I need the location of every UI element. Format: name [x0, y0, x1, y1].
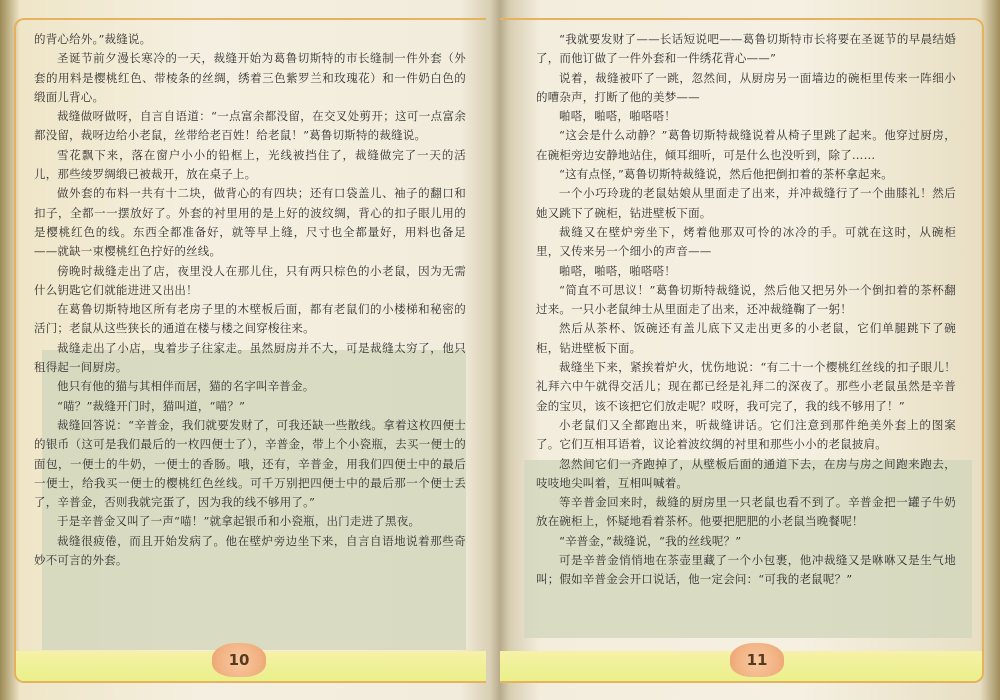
paragraph: 圣诞节前夕漫长寒冷的一天，裁缝开始为葛鲁切斯特的市长缝制一件外套（外套的用料是樱桃红色、带棱条的丝绸，绣着三色紫罗兰和玫瑰花）和一件奶白色的缎面儿背心。	[34, 51, 466, 104]
paragraph: 裁缝又在壁炉旁坐下，烤着他那双可怜的冰冷的手。可就在这时，从碗柜里，又传来另一个细小的声音——	[536, 224, 956, 259]
right-page-text	[536, 30, 956, 590]
left-page-text	[34, 30, 466, 570]
paragraph: 啪嗒，啪嗒，啪嗒嗒！	[559, 263, 676, 278]
right-page	[500, 18, 984, 683]
paragraph: “这有点怪，”葛鲁切斯特裁缝说，然后他把倒扣着的茶杯拿起来。	[559, 167, 894, 182]
paragraph: 于是辛普金又叫了一声“喵！”就拿起银币和小瓷瓶，出门走进了黑夜。	[57, 514, 421, 529]
paragraph: “喵？”裁缝开门时，猫叫道，“喵？”	[57, 398, 246, 413]
paragraph: 裁缝很疲倦，而且开始发病了。他在壁炉旁边坐下来，自言自语地说着那些奇妙不可言的外套。	[34, 533, 466, 568]
paragraph: 裁缝回答说：“辛普金，我们就要发财了，可我还缺一些散线。拿着这枚四便士的银币（这可是我们最后的一枚四便士了），辛普金，带上个小瓷瓶，去买一便士的面包，一便士的牛奶，一便士的香肠。哦，还有，辛普金，用我们四便士中的最后一便士，给我买一便士的樱桃红色丝线。可千万别把四便士中的最后那一个便士丢了，辛普金，否则我就完蛋了，因为我的线不够用了。”	[34, 417, 466, 510]
paragraph: 裁缝做呀做呀，自言自语道：“一点富余都没留，在交叉处剪开；这可一点富余都没留，裁呀边给小老鼠，丝带给老百姓！给老鼠！”葛鲁切斯特的裁缝说。	[34, 109, 466, 143]
paragraph: 雪花飘下来，落在窗户小小的铅框上，光线被挡住了，裁缝做完了一天的活儿，那些绫罗绸缎已被裁开，放在桌子上。	[34, 147, 466, 182]
paragraph: “我就要发财了——长话短说吧——葛鲁切斯特市长将要在圣诞节的早晨结婚了，而他订做了一件外套和一件绣花背心——”	[536, 32, 956, 66]
paragraph: 忽然间它们一齐跑掉了，从壁板后面的通道下去，在房与房之间跑来跑去，吱吱地尖叫着，互相叫喊着。	[536, 456, 956, 490]
paragraph: 等辛普金回来时，裁缝的厨房里一只老鼠也看不到了。辛普金把一罐子牛奶放在碗柜上，怀疑地看着茶杯。他要把肥肥的小老鼠当晚餐呢！	[536, 495, 956, 529]
paragraph: 然后从茶杯、饭碗还有盖儿底下又走出更多的小老鼠，它们单腿跳下了碗柜，钻进壁板下面。	[536, 321, 956, 355]
paragraph: “简直不可思议！”葛鲁切斯特裁缝说，然后他又把另外一个倒扣着的茶杯翻过来。一只小老鼠绅士从里面走了出来，还冲裁缝鞠了一躬！	[536, 282, 956, 317]
paragraph: 一个小巧玲珑的老鼠姑娘从里面走了出来，并冲裁缝行了一个曲膝礼！然后她又跳下了碗柜，钻进壁板下面。	[536, 186, 956, 220]
paragraph: 做外套的布料一共有十二块，做背心的有四块；还有口袋盖儿、袖子的翻口和扣子，全都一一摆放好了。外套的衬里用的是上好的波纹绸，背心的扣子眼儿用的是樱桃红色的线。东西全都准备好，就等早上缝，尺寸也全都量好，用料也备足——就缺一束樱桃红色拧好的丝线。	[34, 186, 466, 259]
paragraph: “辛普金，”裁缝说，“我的丝线呢？”	[559, 533, 742, 548]
paragraph: 裁缝坐下来，紧挨着炉火，忧伤地说：“有二十一个樱桃红丝线的扣子眼儿！礼拜六中午就得交活儿；现在都已经是礼拜二的深夜了。那些小老鼠虽然是辛普金的宝贝，该不该把它们放走呢？哎呀，我可完了，我的线不够用了！”	[536, 360, 956, 413]
left-page	[14, 18, 486, 683]
paragraph: 在葛鲁切斯特地区所有老房子里的木壁板后面，都有老鼠们的小楼梯和秘密的活门；老鼠从这些狭长的通道在楼与楼之间穿梭往来。	[34, 302, 466, 336]
paragraph: 说着，裁缝被吓了一跳，忽然间，从厨房另一面墙边的碗柜里传来一阵细小的嘈杂声，打断了他的美梦——	[536, 70, 956, 104]
paragraph: 他只有他的猫与其相伴而居，猫的名字叫辛普金。	[57, 379, 315, 394]
page-number-badge: 10	[212, 643, 266, 677]
paragraph: “这会是什么动静？”葛鲁切斯特裁缝说着从椅子里跳了起来。他穿过厨房，在碗柜旁边安静地站住，倾耳细听，可是什么也没听到，除了……	[536, 128, 956, 162]
paragraph: 可是辛普金悄悄地在茶壶里藏了一个小包裹，他冲裁缝又是咻咻又是生气地叫；假如辛普金会开口说话，他一定会问：“可我的老鼠呢？”	[536, 553, 956, 587]
paragraph: 傍晚时裁缝走出了店，夜里没人在那儿住，只有两只棕色的小老鼠，因为无需什么钥匙它们就能进进又出出！	[34, 263, 466, 297]
paragraph: 啪嗒，啪嗒，啪嗒嗒！	[559, 109, 676, 124]
paragraph: 的背心给外。”裁缝说。	[34, 32, 152, 46]
page-number-badge: 11	[730, 643, 784, 677]
paragraph: 裁缝走出了小店，曳着步子往家走。虽然厨房并不大，可是裁缝太穷了，他只租得起一间厨房。	[34, 340, 466, 375]
paragraph: 小老鼠们又全都跑出来，听裁缝讲话。它们注意到那件绝美外套上的图案了。它们互相耳语着，议论着波纹绸的衬里和那些小小的老鼠披肩。	[536, 417, 956, 452]
